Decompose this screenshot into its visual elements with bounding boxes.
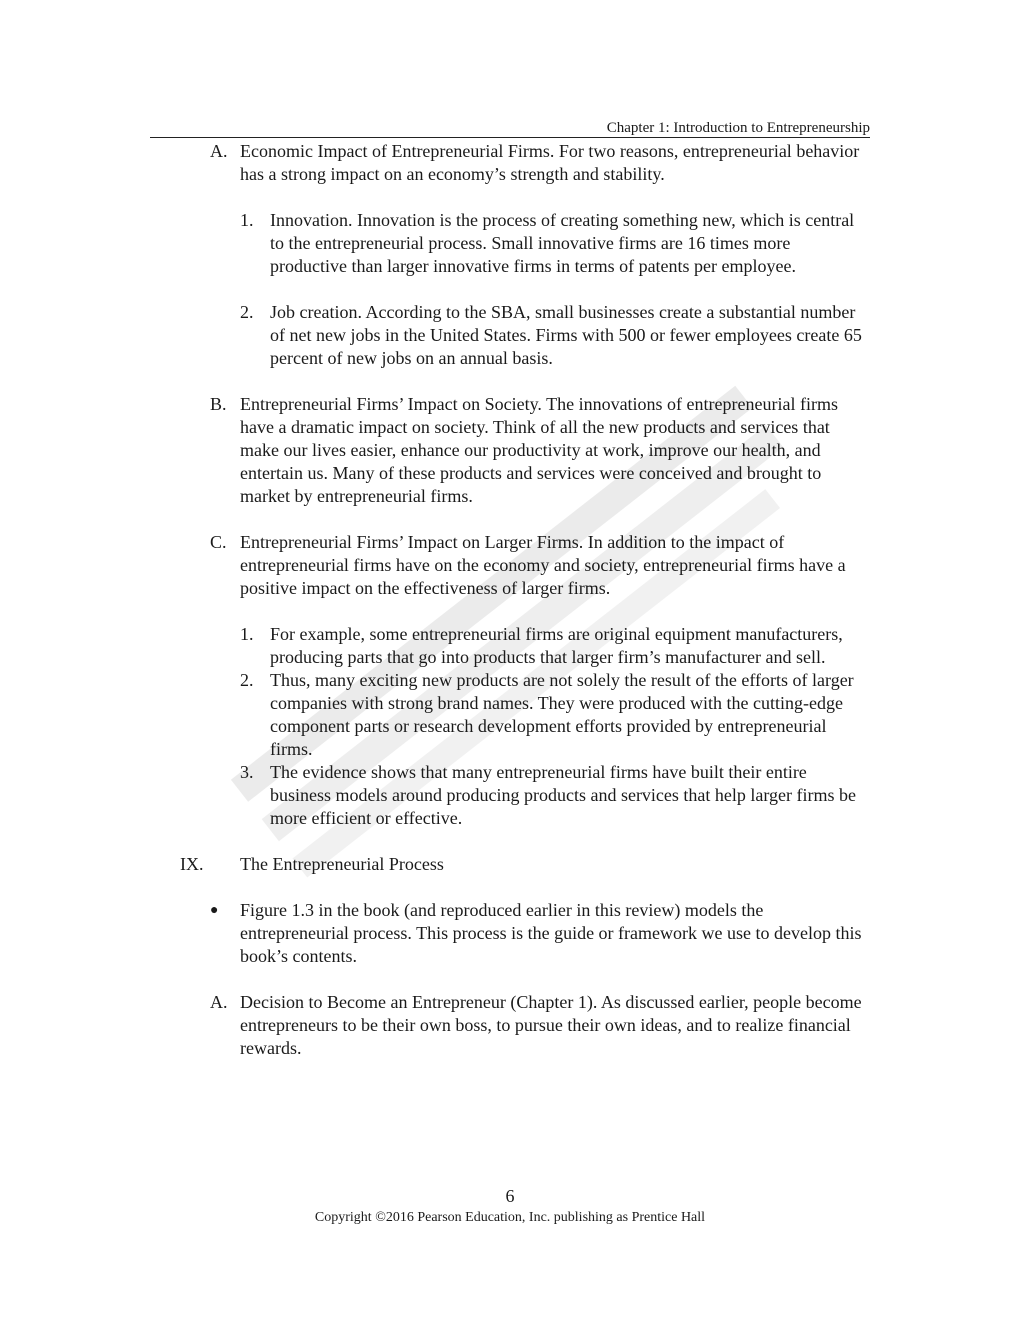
page-number: 6: [505, 1186, 515, 1206]
item-marker: 1.: [240, 624, 254, 644]
outline-item-1-example: [150, 623, 870, 669]
section-heading: The Entrepreneurial Process: [240, 854, 444, 874]
item-text: Entrepreneurial Firms’ Impact on Larger Firms. In addition to the impact of entrepreneurial firms have on the economy and society, entrepreneurial firms have a positive impact on the effectiveness of larger firms.: [240, 532, 846, 598]
header-rule: [150, 137, 870, 138]
item-text: The evidence shows that many entrepreneurial firms have built their entire business models around producing products and services that help larger firms be more efficient or effective.: [270, 762, 857, 828]
outline-item-1-innovation: [150, 209, 870, 278]
item-text: Economic Impact of Entrepreneurial Firms. For two reasons, entrepreneurial behavior has a strong impact on an economy’s strength and stability.: [240, 141, 860, 184]
outline-item-2-thus: [150, 669, 870, 761]
item-text: Job creation. According to the SBA, small businesses create a substantial number of net new jobs in the United States. Firms with 500 or fewer employees create 65 percent of new jobs on an annual basis.: [270, 302, 862, 368]
item-marker: A.: [210, 141, 228, 161]
outline-section-ix: [150, 853, 870, 876]
item-text: For example, some entrepreneurial firms are original equipment manufacturers, producing parts that go into products that larger firm’s manufacturer and sell.: [270, 624, 843, 667]
item-marker: 2.: [240, 670, 254, 690]
item-text: Innovation. Innovation is the process of creating something new, which is central to the entrepreneurial process. Small innovative firms are 16 times more productive than larger innovative firms in terms of patents per employee.: [270, 210, 855, 276]
item-marker: C.: [210, 532, 227, 552]
outline-item-a-decision: [150, 991, 870, 1060]
item-text: Decision to Become an Entrepreneur (Chapter 1). As discussed earlier, people become entrepreneurs to be their own boss, to pursue their own ideas, and to realize financial rewards.: [240, 992, 862, 1058]
outline-item-3-evidence: [150, 761, 870, 830]
outline-item-2-job-creation: [150, 301, 870, 370]
item-text: Thus, many exciting new products are not solely the result of the efforts of larger companies with strong brand names. They were produced with the cutting-edge component parts or research development efforts provided by entrepreneurial firms.: [270, 670, 854, 759]
item-marker: 1.: [240, 210, 254, 230]
section-marker: IX.: [180, 854, 204, 874]
outline-item-a-economic-impact: [150, 140, 870, 186]
item-text: Entrepreneurial Firms’ Impact on Society. The innovations of entrepreneurial firms have a dramatic impact on society. Think of all the new products and services that make our lives easier, enhance our productivity at work, improve our health, and entertain us. Many of these products and services were conceived and brought to market by entrepreneurial firms.: [240, 394, 838, 506]
item-marker: A.: [210, 992, 228, 1012]
document-body: [150, 140, 870, 1060]
copyright-footer: Copyright ©2016 Pearson Education, Inc. publishing as Prentice Hall: [314, 1210, 706, 1225]
item-marker: 3.: [240, 762, 254, 782]
outline-item-b-society: [150, 393, 870, 508]
item-marker: 2.: [240, 302, 254, 322]
item-marker: B.: [210, 394, 227, 414]
chapter-title: Chapter 1: Introduction to Entrepreneurship: [606, 120, 870, 136]
outline-bullet-figure: [150, 899, 870, 968]
bullet-icon: ●: [210, 903, 219, 918]
outline-item-c-larger-firms: [150, 531, 870, 600]
item-text: Figure 1.3 in the book (and reproduced earlier in this review) models the entrepreneurial process. This process is the guide or framework we use to develop this book’s contents.: [240, 900, 862, 966]
